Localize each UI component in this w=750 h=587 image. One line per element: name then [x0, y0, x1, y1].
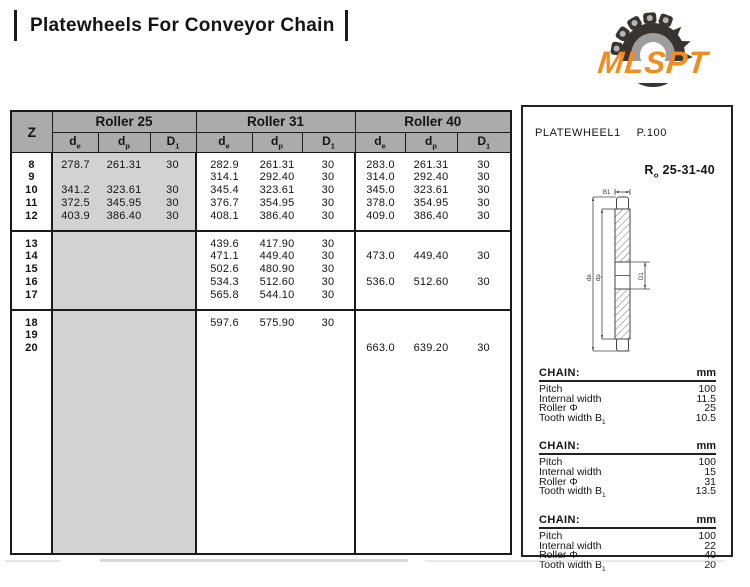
chain-spec-block [539, 367, 716, 427]
value-cell: 30 [302, 210, 355, 231]
value-cell [302, 342, 355, 355]
chain-unit-label: mm [696, 440, 716, 453]
b1-dimension-label: B1 [603, 190, 611, 196]
empty-cell [457, 355, 511, 555]
brand-name: MLSPT [596, 45, 710, 80]
platewheel-table [10, 110, 512, 555]
value-cell [52, 250, 98, 263]
chain-label: CHAIN: [539, 367, 580, 379]
table-row [11, 329, 511, 342]
value-cell: 408.1 [210, 209, 239, 222]
value-cell: 575.90 [252, 310, 302, 329]
table-row [11, 342, 511, 355]
z-cell: 10 [11, 184, 52, 197]
chain-row-label: Tooth width $B_1$ [539, 411, 606, 426]
value-cell [98, 250, 150, 263]
value-cell: 278.7 [52, 152, 98, 171]
value-cell: 449.40 [413, 250, 449, 262]
chain-row-value: 25 [704, 402, 716, 415]
chain-row [539, 411, 716, 428]
value-cell: 283.0 [366, 158, 395, 171]
chain-row-label: Pitch [539, 383, 563, 395]
value-cell [52, 289, 98, 310]
page-cutoff-mark [425, 560, 725, 562]
value-cell: 30 [302, 250, 355, 263]
chain-row-value: 100 [698, 529, 716, 542]
chain-specs [539, 367, 716, 587]
empty-cell [302, 355, 355, 555]
value-cell: 314.1 [210, 171, 239, 183]
value-cell: 439.6 [196, 231, 252, 250]
col-header-dp: $d_p$ [98, 132, 150, 152]
table-row [11, 184, 511, 197]
value-cell [98, 329, 150, 342]
value-cell: 345.95 [98, 197, 150, 210]
value-cell: 30 [302, 289, 355, 310]
value-cell [405, 263, 457, 276]
value-cell: 417.90 [252, 231, 302, 250]
value-cell [252, 342, 302, 355]
value-cell [98, 263, 150, 276]
value-cell: 30 [477, 342, 490, 354]
value-cell: 30 [302, 184, 355, 197]
value-cell: 30 [477, 250, 490, 262]
value-cell [150, 263, 196, 276]
value-cell [98, 276, 150, 289]
value-cell: 378.0 [366, 197, 395, 209]
value-cell: 449.40 [259, 250, 295, 262]
chain-spec-block [539, 440, 716, 500]
value-cell: 30 [150, 210, 196, 231]
value-cell: 372.5 [52, 197, 98, 210]
value-cell: 261.31 [413, 158, 449, 171]
value-cell: 30 [477, 184, 490, 196]
chain-label: CHAIN: [539, 513, 580, 526]
table-row [11, 197, 511, 210]
value-cell: 30 [302, 310, 355, 329]
col-header-de: $d_e$ [196, 132, 252, 152]
z-cell: 9 [11, 171, 52, 184]
empty-cell [196, 355, 252, 555]
value-cell: 30 [150, 197, 196, 210]
value-cell [52, 231, 98, 250]
value-cell: 480.90 [259, 263, 295, 275]
value-cell [150, 289, 196, 310]
chain-unit-label: mm [696, 513, 716, 526]
table-row [11, 310, 511, 329]
chain-row-value: 11.5 [696, 392, 716, 405]
value-cell: 341.2 [52, 184, 98, 197]
empty-cell [52, 355, 98, 555]
chain-row-value: 40 [704, 549, 716, 562]
value-cell [150, 276, 196, 289]
z-cell: 19 [11, 329, 52, 342]
empty-cell [11, 355, 52, 555]
col-header-roller-25: Roller 25 [52, 111, 196, 132]
value-cell [457, 231, 511, 250]
value-cell [150, 329, 196, 342]
value-cell: 30 [477, 209, 490, 222]
z-cell: 14 [11, 250, 52, 263]
value-cell [457, 329, 511, 342]
col-header-roller-40: Roller 40 [355, 111, 511, 132]
table-row [11, 231, 511, 250]
value-cell [405, 329, 457, 342]
col-header-d1: $D_1$ [457, 132, 511, 152]
value-cell: 512.60 [259, 276, 295, 288]
value-cell: 261.31 [259, 158, 295, 171]
value-cell [52, 171, 98, 184]
col-header-roller-31: Roller 31 [196, 111, 355, 132]
chain-row-label: Pitch [539, 456, 563, 469]
value-cell [98, 231, 150, 250]
value-cell: 323.61 [413, 184, 449, 196]
chain-rows [539, 529, 716, 574]
value-cell: 30 [302, 197, 355, 210]
chain-row-value: 100 [698, 383, 716, 395]
col-header-de: $d_e$ [355, 132, 405, 152]
model-code: $R_o$ 25-31-40 [644, 163, 715, 180]
value-cell: 471.1 [210, 250, 239, 262]
chain-row-value: 100 [698, 456, 716, 469]
value-cell [52, 329, 98, 342]
platewheel-drawing [583, 185, 665, 357]
empty-cell [150, 355, 196, 555]
value-cell [196, 329, 252, 342]
table-row [11, 210, 511, 231]
value-cell: 386.40 [259, 209, 295, 222]
value-cell: 354.95 [413, 197, 449, 209]
value-cell: 30 [477, 197, 490, 209]
chain-rows [539, 385, 716, 427]
empty-cell [252, 355, 302, 555]
value-cell: 386.40 [98, 210, 150, 231]
page-title: Platewheels For Conveyor Chain [30, 14, 335, 36]
value-cell [98, 289, 150, 310]
value-cell: 314.0 [366, 171, 395, 183]
col-header-z: Z [11, 111, 52, 152]
value-cell: 323.61 [98, 184, 150, 197]
value-cell: 30 [302, 231, 355, 250]
de-dimension-label: de [587, 274, 593, 281]
chain-row-label: Internal width [539, 466, 602, 479]
page-cutoff-mark [100, 559, 408, 562]
d1-dimension-label: D1 [639, 272, 645, 280]
value-cell [52, 276, 98, 289]
value-cell [457, 310, 511, 329]
z-cell: 18 [11, 310, 52, 329]
table-row [11, 263, 511, 276]
value-cell: 386.40 [413, 209, 449, 222]
z-cell: 20 [11, 342, 52, 355]
value-cell: 376.7 [210, 197, 239, 209]
value-cell: 512.60 [413, 276, 449, 288]
value-cell: 403.9 [52, 210, 98, 231]
value-cell [405, 289, 457, 310]
empty-cell [98, 355, 150, 555]
chain-row-label: Roller Φ [539, 475, 578, 488]
chain-row [539, 558, 716, 575]
value-cell: 565.8 [210, 288, 239, 301]
z-cell: 13 [11, 231, 52, 250]
chain-rows [539, 458, 716, 500]
value-cell: 345.0 [366, 184, 395, 196]
table-filler-row [11, 355, 511, 555]
table-row [11, 171, 511, 184]
empty-cell [405, 355, 457, 555]
panel-header [535, 127, 667, 139]
title-left-bar [14, 10, 17, 41]
value-cell [196, 342, 252, 355]
chain-row-label: Pitch [539, 529, 563, 542]
value-cell [252, 329, 302, 342]
z-cell: 17 [11, 289, 52, 310]
panel-title: PLATEWHEEL1 [535, 127, 621, 139]
value-cell: 30 [302, 152, 355, 171]
value-cell: 639.20 [413, 342, 449, 354]
value-cell: 345.4 [210, 184, 239, 196]
chain-row-value: 15 [704, 466, 716, 479]
value-cell: 536.0 [366, 276, 395, 288]
value-cell [52, 263, 98, 276]
value-cell [355, 289, 405, 310]
value-cell: 534.3 [210, 276, 239, 288]
value-cell [302, 329, 355, 342]
dp-dimension-label: dp [596, 274, 602, 281]
value-cell: 30 [302, 171, 355, 184]
chain-row-label: Tooth width $B_1$ [539, 485, 606, 500]
z-cell: 15 [11, 263, 52, 276]
value-cell: 282.9 [210, 158, 239, 171]
col-header-d1: $D_1$ [302, 132, 355, 152]
z-cell: 8 [11, 152, 52, 171]
value-cell [150, 171, 196, 184]
chain-row [539, 487, 716, 501]
col-header-dp: $d_p$ [252, 132, 302, 152]
value-cell: 323.61 [259, 184, 295, 196]
value-cell: 354.95 [259, 197, 295, 209]
value-cell [355, 263, 405, 276]
value-cell [98, 342, 150, 355]
value-cell [405, 310, 457, 329]
spec-panel [521, 105, 733, 573]
panel-page-ref: P.100 [636, 127, 667, 139]
chain-row-value: 20 [704, 558, 716, 571]
chain-row-label: Internal width [539, 392, 602, 405]
chain-spec-block [539, 514, 716, 574]
value-cell: 292.40 [259, 171, 295, 183]
page-cutoff-mark [5, 560, 60, 562]
col-header-d1: $D_1$ [150, 132, 196, 152]
table-body [11, 152, 511, 554]
chain-row-value: 22 [704, 539, 716, 552]
value-cell [150, 310, 196, 329]
chain-row-label: Tooth width $B_1$ [539, 558, 606, 573]
z-cell: 16 [11, 276, 52, 289]
value-cell [150, 231, 196, 250]
value-cell [98, 310, 150, 329]
value-cell: 30 [302, 276, 355, 289]
chain-row-value: 13.5 [695, 485, 716, 498]
table-row [11, 289, 511, 310]
col-header-dp: $d_p$ [405, 132, 457, 152]
value-cell [457, 289, 511, 310]
value-cell [355, 329, 405, 342]
value-cell: 544.10 [259, 288, 295, 301]
value-cell [355, 231, 405, 250]
value-cell: 30 [477, 171, 490, 183]
chain-row-label: Roller Φ [539, 549, 578, 562]
value-cell [457, 263, 511, 276]
value-cell: 30 [477, 276, 490, 288]
value-cell [52, 310, 98, 329]
value-cell [355, 310, 405, 329]
value-cell: 663.0 [366, 342, 395, 354]
value-cell: 597.6 [196, 310, 252, 329]
value-cell: 30 [302, 263, 355, 276]
col-header-de: $d_e$ [52, 132, 98, 152]
table-row [11, 276, 511, 289]
value-cell: 409.0 [366, 209, 395, 222]
brand-logo [583, 3, 723, 83]
value-cell: 30 [477, 158, 490, 171]
chain-row-label: Internal width [539, 539, 602, 552]
value-cell [405, 231, 457, 250]
z-cell: 12 [11, 210, 52, 231]
value-cell [150, 250, 196, 263]
value-cell [150, 342, 196, 355]
value-cell: 292.40 [413, 171, 449, 183]
value-cell: 502.6 [210, 263, 239, 275]
chain-label: CHAIN: [539, 440, 580, 453]
page-title-block [14, 10, 348, 41]
value-cell: 30 [150, 184, 196, 197]
title-right-bar [345, 10, 348, 41]
value-cell: 30 [150, 152, 196, 171]
empty-cell [355, 355, 405, 555]
value-cell [52, 342, 98, 355]
z-cell: 11 [11, 197, 52, 210]
chain-unit-label: mm [696, 367, 716, 379]
chain-row-value: 10.5 [695, 411, 716, 424]
value-cell: 473.0 [366, 250, 395, 262]
value-cell [98, 171, 150, 184]
chain-row-value: 31 [704, 475, 716, 488]
chain-row-label: Roller Φ [539, 402, 578, 415]
value-cell: 261.31 [98, 152, 150, 171]
table-row [11, 250, 511, 263]
table-row [11, 152, 511, 171]
